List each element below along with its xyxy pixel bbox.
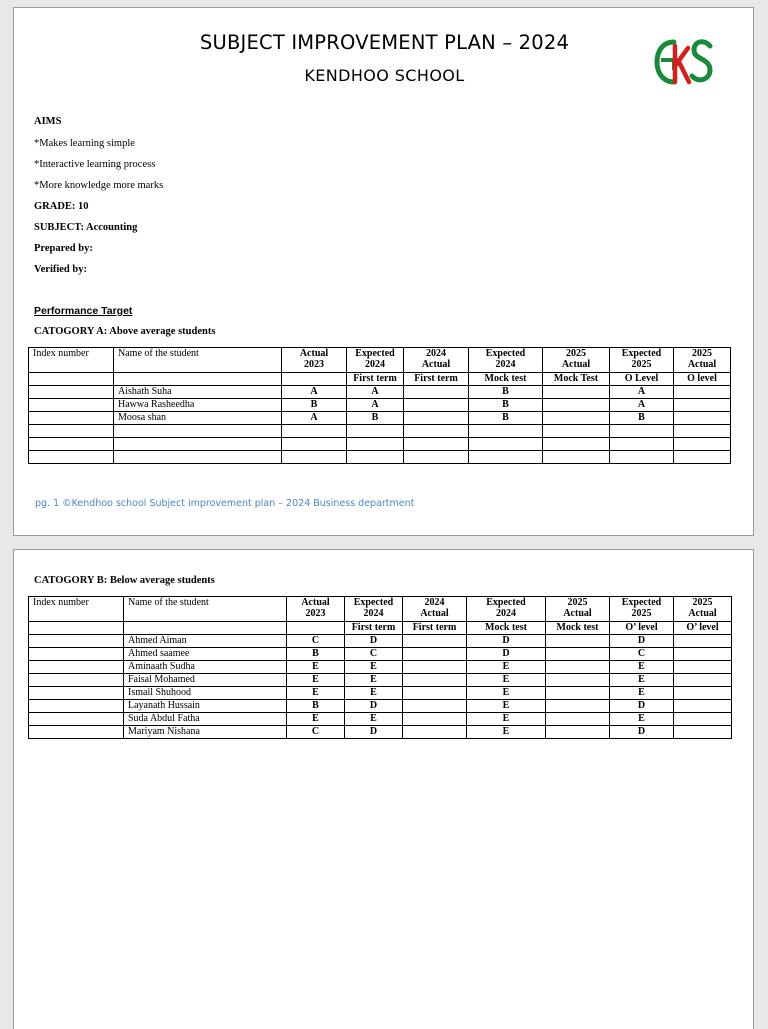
table-cell <box>674 674 732 687</box>
table-cell <box>546 700 610 713</box>
student-name-cell: Aminaath Sudha <box>124 661 287 674</box>
table-cell <box>282 425 347 438</box>
table-cell <box>347 425 404 438</box>
table-cell: C <box>287 726 345 739</box>
table-cell <box>403 661 467 674</box>
table-cell: A <box>282 386 347 399</box>
table-cell <box>403 648 467 661</box>
table-cell <box>610 438 674 451</box>
school-name: KENDHOO SCHOOL <box>304 66 465 85</box>
table-cell <box>674 700 732 713</box>
table-cell: E <box>345 661 403 674</box>
table-row <box>29 451 731 464</box>
table-row <box>29 386 731 399</box>
aim-item: *Interactive learning process <box>34 159 156 170</box>
category-b-heading: CATOGORY B: Below average students <box>34 575 215 586</box>
table-cell: B <box>287 700 345 713</box>
table-cell <box>469 438 543 451</box>
aim-item: *More knowledge more marks <box>34 180 164 191</box>
prepared-by-line: Prepared by: <box>34 243 93 254</box>
school-logo <box>654 36 714 88</box>
table-cell: C <box>287 635 345 648</box>
table-cell: A <box>610 386 674 399</box>
table-cell: E <box>345 687 403 700</box>
column-header: 2024 Actual <box>403 597 467 622</box>
table-cell: D <box>610 726 674 739</box>
verified-by-line: Verified by: <box>34 264 87 275</box>
table-cell <box>29 386 114 399</box>
table-cell: E <box>287 674 345 687</box>
table-row <box>29 726 732 739</box>
table-cell <box>674 438 731 451</box>
column-header: Expected 2024 <box>469 348 543 373</box>
page-2 <box>13 549 754 1029</box>
table-cell <box>674 399 731 412</box>
student-name-cell <box>114 451 282 464</box>
table-row <box>29 399 731 412</box>
column-subheader <box>124 622 287 635</box>
table-cell <box>403 726 467 739</box>
column-header: Expected 2025 <box>610 597 674 622</box>
document-title: SUBJECT IMPROVEMENT PLAN – 2024 <box>199 31 570 54</box>
table-cell <box>29 635 124 648</box>
table-row <box>29 687 732 700</box>
table-cell <box>546 648 610 661</box>
student-name-cell: Ismail Shuhood <box>124 687 287 700</box>
table-cell <box>543 399 610 412</box>
table-cell <box>29 425 114 438</box>
table-cell: E <box>467 674 546 687</box>
table-cell: D <box>345 726 403 739</box>
table-cell <box>674 648 732 661</box>
table-cell <box>347 451 404 464</box>
table-cell: E <box>610 713 674 726</box>
table-cell <box>29 661 124 674</box>
student-name-cell: Faisal Mohamed <box>124 674 287 687</box>
table-cell: B <box>347 412 404 425</box>
student-name-cell: Layanath Hussain <box>124 700 287 713</box>
table-cell <box>403 687 467 700</box>
column-header: Name of the student <box>114 348 282 373</box>
column-header: 2025 Actual <box>674 348 731 373</box>
column-subheader: Mock Test <box>543 373 610 386</box>
column-header: 2024 Actual <box>404 348 469 373</box>
table-cell: E <box>287 687 345 700</box>
table-row <box>29 635 732 648</box>
column-header: Actual 2023 <box>282 348 347 373</box>
student-name-cell: Aishath Suha <box>114 386 282 399</box>
student-name-cell: Moosa shan <box>114 412 282 425</box>
column-subheader: First term <box>404 373 469 386</box>
table-cell <box>674 687 732 700</box>
table-cell <box>674 412 731 425</box>
table-cell: D <box>610 635 674 648</box>
table-cell: D <box>467 648 546 661</box>
table-cell <box>543 451 610 464</box>
subject-line: SUBJECT: Accounting <box>34 222 138 233</box>
column-header: 2025 Actual <box>546 597 610 622</box>
column-subheader: Mock test <box>467 622 546 635</box>
table-cell: E <box>345 674 403 687</box>
table-cell <box>404 386 469 399</box>
table-cell <box>29 700 124 713</box>
table-subheader-row <box>29 622 732 635</box>
table-cell <box>469 425 543 438</box>
table-row <box>29 425 731 438</box>
table-cell: E <box>610 674 674 687</box>
table-cell: D <box>345 635 403 648</box>
grade-line: GRADE: 10 <box>34 201 89 212</box>
table-cell: E <box>345 713 403 726</box>
column-subheader <box>282 373 347 386</box>
column-header: Expected 2024 <box>345 597 403 622</box>
table-row <box>29 648 732 661</box>
column-header: Index number <box>29 597 124 622</box>
column-subheader: O Level <box>610 373 674 386</box>
table-cell <box>674 635 732 648</box>
table-row <box>29 674 732 687</box>
table-cell: B <box>282 399 347 412</box>
table-cell <box>674 386 731 399</box>
table-cell <box>29 687 124 700</box>
table-cell <box>403 713 467 726</box>
table-header-row <box>29 597 732 622</box>
table-cell <box>674 451 731 464</box>
table-cell <box>469 451 543 464</box>
column-subheader: First term <box>347 373 404 386</box>
column-subheader: O’ level <box>610 622 674 635</box>
column-header: Actual 2023 <box>287 597 345 622</box>
table-cell <box>404 399 469 412</box>
table-cell: B <box>287 648 345 661</box>
table-cell <box>404 438 469 451</box>
table-cell <box>29 438 114 451</box>
table-cell: E <box>287 713 345 726</box>
column-subheader: O level <box>674 373 731 386</box>
table-cell <box>403 635 467 648</box>
table-cell: B <box>469 412 543 425</box>
aims-heading: AIMS <box>34 116 62 127</box>
table-row <box>29 438 731 451</box>
table-row <box>29 412 731 425</box>
table-cell <box>29 648 124 661</box>
table-row <box>29 713 732 726</box>
column-subheader: Mock test <box>469 373 543 386</box>
table-cell <box>610 451 674 464</box>
column-subheader: First term <box>403 622 467 635</box>
table-cell <box>282 451 347 464</box>
table-header-row <box>29 348 731 373</box>
table-cell: E <box>467 700 546 713</box>
table-cell <box>674 425 731 438</box>
column-subheader: First term <box>345 622 403 635</box>
table-cell <box>674 726 732 739</box>
table-cell: D <box>610 700 674 713</box>
table-cell <box>610 425 674 438</box>
table-cell <box>403 700 467 713</box>
table-cell <box>404 451 469 464</box>
table-cell: E <box>467 713 546 726</box>
table-cell: A <box>347 386 404 399</box>
column-header: Name of the student <box>124 597 287 622</box>
student-name-cell: Ahmed saamee <box>124 648 287 661</box>
student-name-cell <box>114 425 282 438</box>
table-cell <box>29 674 124 687</box>
column-header: 2025 Actual <box>674 597 732 622</box>
table-cell: B <box>469 399 543 412</box>
table-cell <box>543 425 610 438</box>
column-subheader <box>29 373 114 386</box>
table-cell: C <box>610 648 674 661</box>
column-subheader <box>114 373 282 386</box>
table-cell: D <box>345 700 403 713</box>
column-header: Expected 2025 <box>610 348 674 373</box>
table-cell: D <box>467 635 546 648</box>
column-subheader <box>287 622 345 635</box>
table-cell <box>674 661 732 674</box>
table-cell: B <box>610 412 674 425</box>
aim-item: *Makes learning simple <box>34 138 135 149</box>
table-cell <box>546 661 610 674</box>
table-cell <box>543 438 610 451</box>
table-cell: C <box>345 648 403 661</box>
column-subheader: Mock test <box>546 622 610 635</box>
table-cell <box>403 674 467 687</box>
column-subheader: O’ level <box>674 622 732 635</box>
table-cell <box>29 399 114 412</box>
table-cell <box>404 425 469 438</box>
student-name-cell: Ahmed Aiman <box>124 635 287 648</box>
performance-target-heading: Performance Target <box>34 305 133 317</box>
table-cell <box>674 713 732 726</box>
table-cell <box>29 412 114 425</box>
table-cell <box>546 726 610 739</box>
table-cell <box>546 674 610 687</box>
table-cell <box>29 726 124 739</box>
table-cell: E <box>467 687 546 700</box>
student-name-cell <box>114 438 282 451</box>
table-cell <box>29 451 114 464</box>
table-cell: E <box>467 726 546 739</box>
column-header: Expected 2024 <box>467 597 546 622</box>
table-cell <box>543 386 610 399</box>
table-cell: E <box>287 661 345 674</box>
page-1 <box>13 7 754 536</box>
category-b-table <box>28 596 732 739</box>
table-cell <box>543 412 610 425</box>
table-cell <box>29 713 124 726</box>
table-cell: E <box>610 687 674 700</box>
table-cell <box>347 438 404 451</box>
table-cell: A <box>347 399 404 412</box>
student-name-cell: Mariyam Nishana <box>124 726 287 739</box>
category-a-table <box>28 347 731 464</box>
table-row <box>29 661 732 674</box>
table-cell: E <box>467 661 546 674</box>
table-cell <box>282 438 347 451</box>
table-cell <box>546 635 610 648</box>
column-header: Index number <box>29 348 114 373</box>
table-cell <box>404 412 469 425</box>
table-cell <box>546 713 610 726</box>
table-cell: A <box>610 399 674 412</box>
category-a-heading: CATOGORY A: Above average students <box>34 326 216 337</box>
page-footer: pg. 1 ©Kendhoo school Subject improvement plan – 2024 Business department <box>35 498 415 509</box>
table-cell <box>546 687 610 700</box>
student-name-cell: Hawwa Rasheedha <box>114 399 282 412</box>
table-cell: B <box>469 386 543 399</box>
student-name-cell: Suda Abdul Fatha <box>124 713 287 726</box>
column-header: 2025 Actual <box>543 348 610 373</box>
column-header: Expected 2024 <box>347 348 404 373</box>
table-cell: E <box>610 661 674 674</box>
table-row <box>29 700 732 713</box>
table-subheader-row <box>29 373 731 386</box>
column-subheader <box>29 622 124 635</box>
table-cell: A <box>282 412 347 425</box>
